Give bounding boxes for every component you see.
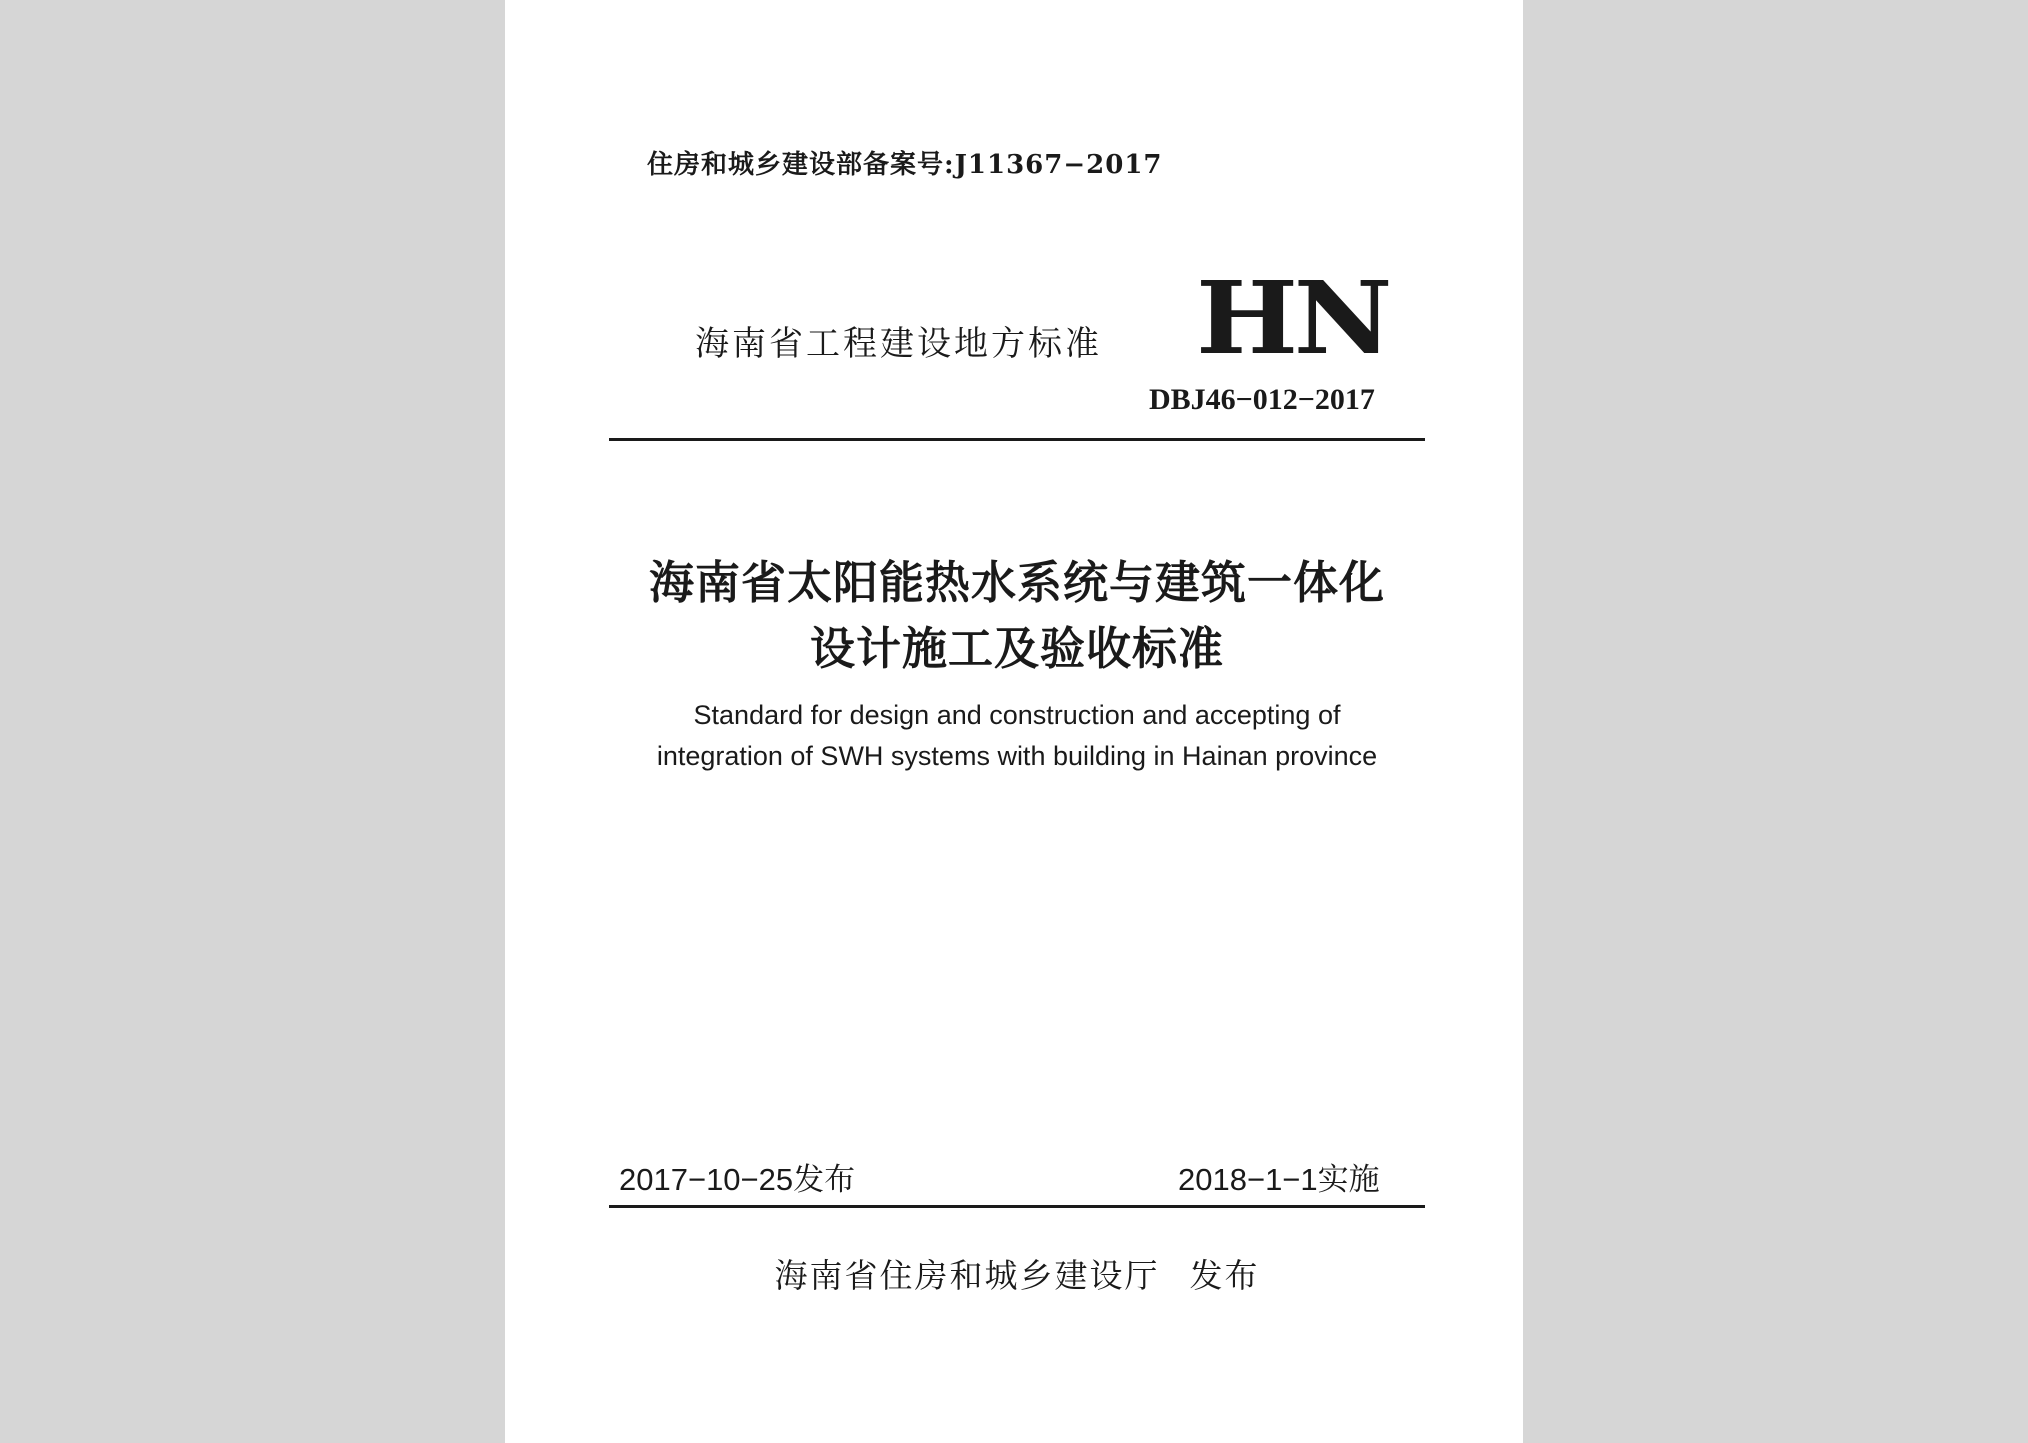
title-en-line-2: integration of SWH systems with building in Hainan province xyxy=(656,741,1378,771)
standard-code: DBJ46−012−2017 xyxy=(1149,383,1375,416)
issue-date: 2017−10−25发布 xyxy=(619,1162,856,1197)
title-en-line-1: Standard for design and construction and accepting of xyxy=(693,700,1341,730)
publisher-line xyxy=(609,1250,1425,1297)
standard-category: 海南省工程建设地方标准 xyxy=(695,324,1102,364)
hn-logo: HN xyxy=(1196,259,1389,377)
title-cn-line-2: 设计施工及验收标准 xyxy=(809,622,1224,675)
implementation-date: 2018−1−1实施 xyxy=(1178,1162,1380,1197)
document-cover xyxy=(505,0,1523,1443)
top-divider xyxy=(609,438,1425,441)
publisher-name: 海南省住房和城乡建设厅 xyxy=(774,1256,1160,1295)
bottom-divider xyxy=(609,1205,1425,1208)
publisher-action: 发布 xyxy=(1189,1256,1260,1295)
record-number: 住房和城乡建设部备案号:J11367−2017 xyxy=(647,150,1163,180)
title-cn-line-1: 海南省太阳能热水系统与建筑一体化 xyxy=(648,556,1385,609)
